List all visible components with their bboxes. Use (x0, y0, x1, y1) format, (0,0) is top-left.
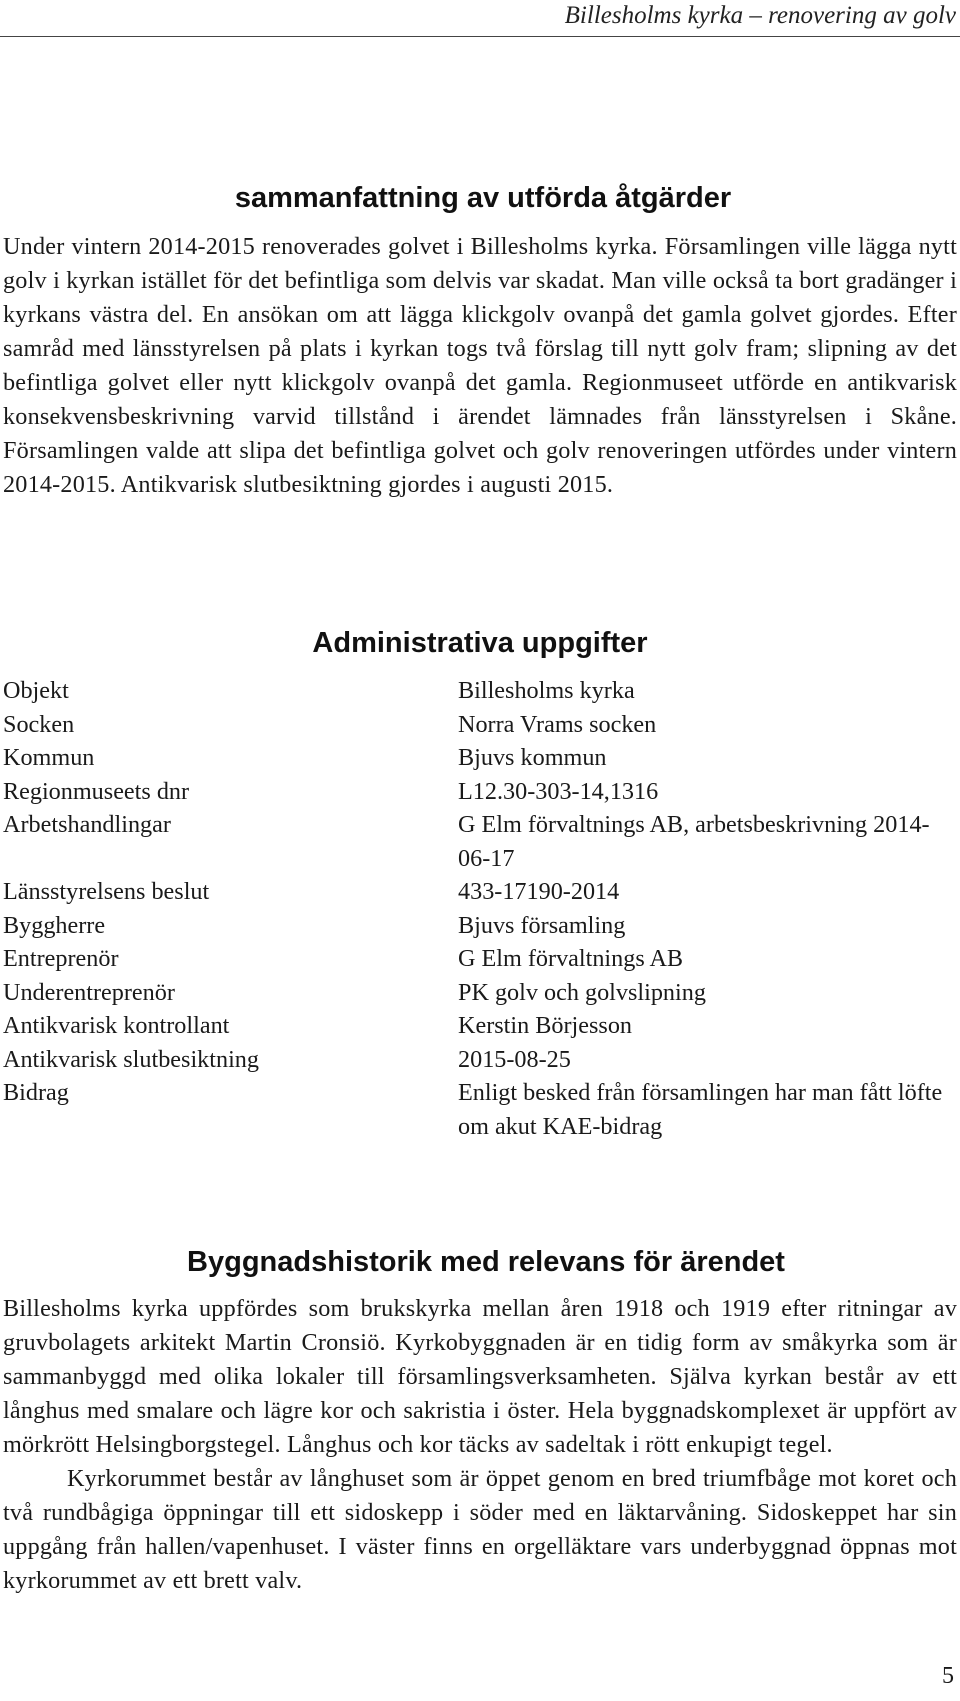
row-value: Bjuvs kommun (458, 744, 607, 771)
table-row (3, 708, 957, 742)
table-row (3, 674, 957, 708)
running-header (0, 0, 960, 37)
table-row (3, 1043, 957, 1077)
history-heading: Byggnadshistorik med relevans för ärendet (187, 1246, 785, 1278)
row-value: Kerstin Börjesson (458, 1012, 633, 1039)
admin-section (3, 620, 957, 1143)
row-value: Norra Vrams socken (458, 710, 657, 738)
page-number: 5 (942, 1663, 954, 1689)
row-value: Enligt besked från församlingen har man fått löfte om akut KAE-bidrag (458, 1079, 943, 1140)
table-row (3, 942, 957, 976)
admin-table (3, 674, 957, 1143)
row-label: Antikvarisk kontrollant (3, 1012, 230, 1039)
row-label: Socken (3, 710, 75, 738)
table-row (3, 741, 957, 775)
row-value: G Elm förvaltnings AB (458, 945, 684, 972)
history-paragraph-1: Billesholms kyrka uppfördes som brukskyrka mellan åren 1918 och 1919 efter ritningar av gruvbolagets arkitekt Martin Cronsiö. Kyrkobyggnaden är en tidig form av småkyrka som är sammanbyggd med olika lokaler till församlingsverksamheten. Själva kyrkan består av ett långhus med smalare och lägre kor och sakristia i öster. Hela byggnadskomplexet är uppfört av mörkrött Helsingborgstegel. Långhus och kor täcks av sadeltak i rött enkupigt tegel. (3, 1295, 957, 1458)
running-title: Billesholms kyrka – renovering av golv (564, 2, 956, 29)
row-label: Länsstyrelsens beslut (3, 878, 210, 905)
table-row (3, 775, 957, 809)
table-row (3, 909, 957, 943)
row-label: Arbetshandlingar (3, 811, 171, 838)
admin-heading: Administrativa uppgifter (312, 627, 648, 659)
row-label: Byggherre (3, 911, 106, 939)
row-label: Entreprenör (3, 945, 119, 972)
table-row (3, 808, 957, 875)
history-paragraph-2: Kyrkorummet består av långhuset som är öppet genom en bred triumfbåge mot koret och två rundbågiga öppningar till ett sidoskepp i söder med en läktarvåning. Sidoskeppet har sin uppgång från hallen/vapenhuset. I väster finns en orgelläktare vars underbyggnad öppnas mot kyrkorummet av ett brett valv. (3, 1465, 957, 1594)
row-value: 433-17190-2014 (458, 878, 620, 905)
row-label: Regionmuseets dnr (3, 777, 190, 805)
row-value: PK golv och golvslipning (458, 978, 706, 1006)
row-label: Bidrag (3, 1079, 69, 1106)
row-value: Bjuvs församling (458, 911, 626, 939)
row-value: G Elm förvaltnings AB, arbetsbeskrivning 2014-06-17 (458, 811, 930, 872)
row-label: Antikvarisk slutbesiktning (3, 1045, 259, 1073)
row-label: Objekt (3, 677, 69, 704)
table-row (3, 1009, 957, 1043)
table-row (3, 875, 957, 909)
row-value: Billesholms kyrka (458, 677, 635, 704)
row-value: L12.30-303-14,1316 (458, 777, 659, 805)
summary-paragraph: Under vintern 2014-2015 renoverades golvet i Billesholms kyrka. Församlingen ville lägga nytt golv i kyrkan istället för det befintliga som delvis var skadat. Man ville också ta bort gradänger i kyrkans västra del. En ansökan om att lägga klickgolv ovanpå det gamla golvet gjordes. Efter samråd med länsstyrelsen på plats i kyrkan togs två förslag till nytt golv fram; slipning av det befintliga golvet eller nytt klickgolv ovanpå det gamla. Regionmuseet utförde en antikvarisk konsekvensbeskrivning varvid tillstånd i ärendet lämnades från länsstyrelsen i Skåne. Församlingen valde att slipa det befintliga golvet och golv renoveringen utfördes under vintern 2014-2015. Antikvarisk slutbesiktning gjordes i augusti 2015. (3, 233, 957, 498)
history-section (3, 1242, 957, 1598)
row-label: Kommun (3, 744, 95, 771)
table-row (3, 976, 957, 1010)
summary-section (3, 178, 957, 502)
table-row (3, 1076, 957, 1143)
row-value: 2015-08-25 (458, 1045, 571, 1073)
summary-heading: sammanfattning av utförda åtgärder (234, 182, 732, 214)
row-label: Underentreprenör (3, 978, 175, 1006)
